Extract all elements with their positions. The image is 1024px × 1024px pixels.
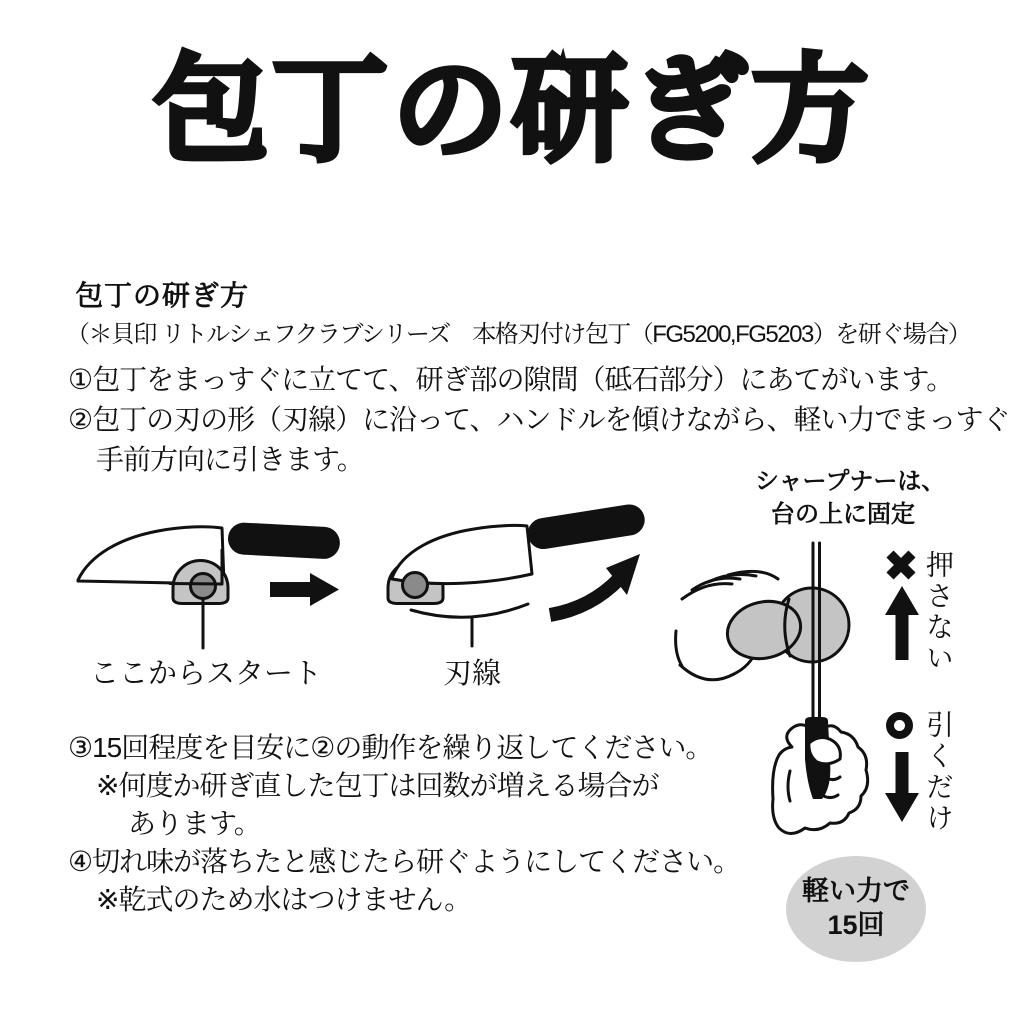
pull-only-label: 引くだけ — [923, 710, 954, 834]
sharpener-fix-note-line1: シャープナーは、 — [755, 468, 946, 495]
ok-ring-icon — [886, 712, 913, 739]
model-note: （＊貝印 リトルシェフクラブシリーズ 本格刃付け包丁（FG5200,FG5203）を研ぐ場合） — [66, 321, 971, 348]
step-1: ①包丁をまっすぐに立てて、研ぎ部の隙間（砥石部分）にあてがいます。 — [68, 364, 954, 395]
step-2-line2: 手前方向に引きます。 — [96, 444, 364, 475]
heavy-x-icon — [884, 548, 918, 582]
knife-handle — [227, 522, 341, 560]
step-3-note-line1: ※何度か研ぎ直した包丁は回数が増える場合が — [96, 770, 659, 801]
dont-push-label: 押さない — [923, 550, 954, 674]
step-3-note-line2: あります。 — [128, 808, 261, 839]
step-2-line1: ②包丁の刃の形（刃線）に沿って、ハンドルを傾けながら、軽い力でまっすぐ — [68, 404, 1010, 435]
sharpener-fix-note-line2: 台の上に固定 — [771, 501, 915, 528]
step-4: ④切れ味が落ちたと感じたら研ぐようにしてください。 — [68, 846, 741, 877]
finger-over-handle — [809, 737, 840, 763]
knife-handle — [526, 502, 647, 551]
badge-line1: 軽い力で — [802, 876, 910, 907]
step-4-note: ※乾式のため水はつけません。 — [96, 884, 472, 915]
up-arrow-icon — [884, 586, 920, 660]
right-arrow-icon — [270, 573, 339, 606]
blade-edge-line — [170, 584, 222, 585]
blade-line-label: 刃線 — [443, 658, 502, 690]
light-force-badge — [786, 856, 926, 962]
badge-line2: 15回 — [827, 910, 885, 940]
section-heading: 包丁の研ぎ方 — [75, 280, 250, 311]
grinding-wheel — [191, 574, 216, 599]
down-arrow-icon — [884, 752, 920, 822]
blade-line-arc — [411, 604, 528, 617]
start-here-label: ここからスタート — [90, 658, 323, 690]
curved-arrow-icon — [550, 579, 619, 615]
page-title: 包丁の研ぎ方 — [152, 45, 872, 175]
knife-start-illustration — [58, 498, 350, 660]
step-3: ③15回程度を目安に②の動作を繰り返してください。 — [68, 732, 713, 763]
grinding-wheel — [403, 573, 428, 598]
knife-tilt-illustration — [378, 498, 670, 660]
